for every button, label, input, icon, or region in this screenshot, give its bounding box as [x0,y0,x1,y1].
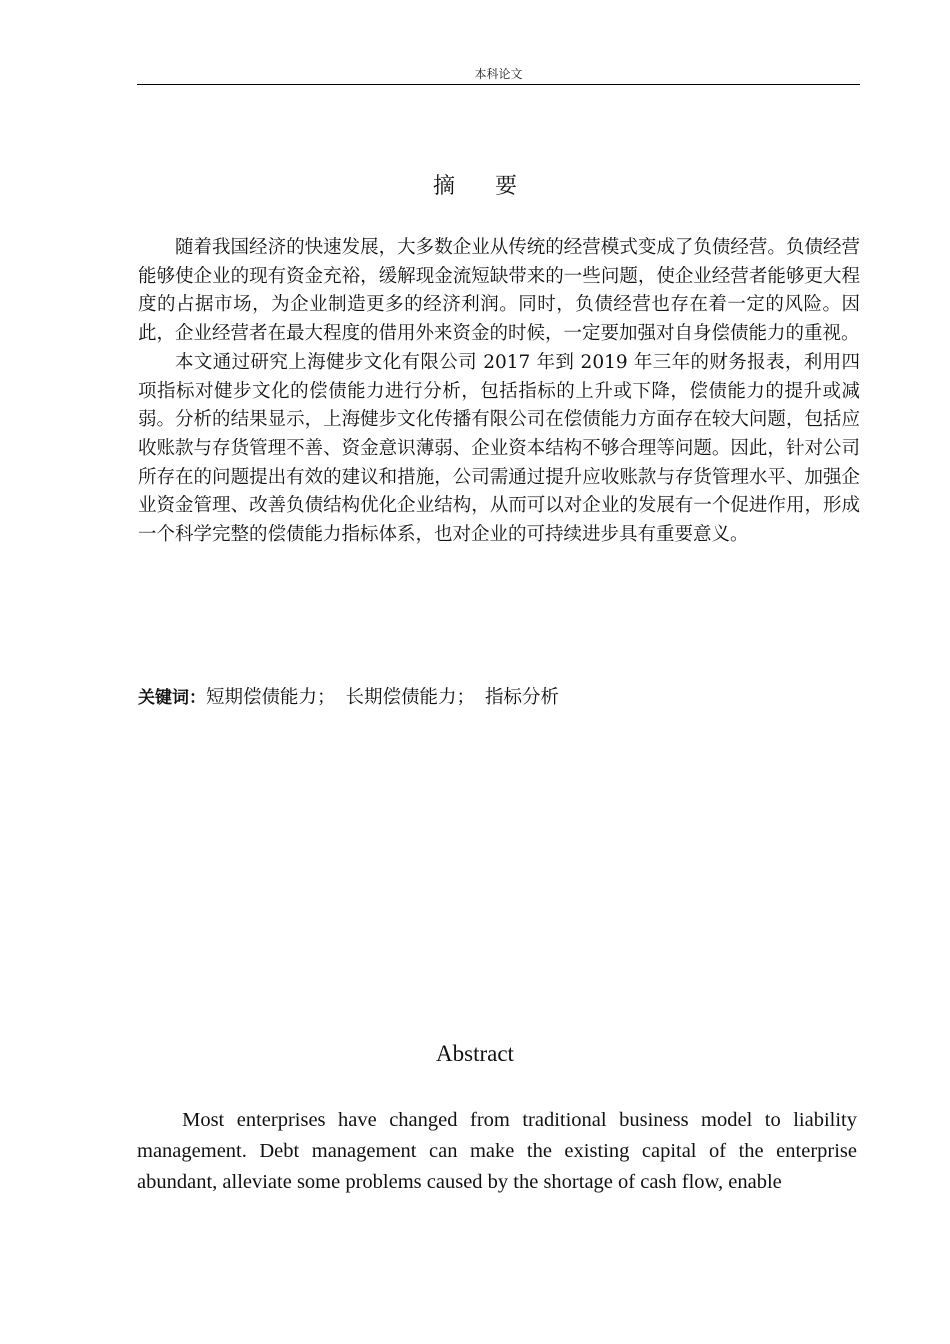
keyword-item: 短期偿债能力； [206,687,336,708]
keyword-item: 指标分析 [485,687,560,708]
running-header [137,64,860,85]
abstract-cn-paragraph: 本文通过研究上海健步文化有限公司 2017 年到 2019 年三年的财务报表，利用四项指标对健步文化的偿债能力进行分析，包括指标的上升或下降，偿债能力的提升或减弱。分析的结果显示，上海健步文化传播有限公司在偿债能力方面存在较大问题，包括应收账款与存货管理不善、资金意识薄弱、企业资本结构不够合理等问题。因此，针对公司所存在的问题提出有效的建议和措施，公司需通过提升应收账款与存货管理水平、加强企业资金管理、改善负债结构优化企业结构，从而可以对企业的发展有一个促进作用，形成一个科学完整的偿债能力指标体系，也对企业的可持续进步具有重要意义。 [138,351,860,546]
keywords-line [138,684,860,712]
abstract-en-title: Abstract [436,1041,514,1066]
abstract-cn-title: 摘要 [432,174,557,199]
keyword-item: 长期偿债能力； [345,687,476,708]
abstract-cn-paragraph: 随着我国经济的快速发展，大多数企业从传统的经营模式变成了负债经营。负债经营能够使企业的现有资金充裕，缓解现金流短缺带来的一些问题，使企业经营者能够更大程度的占据市场，为企业制造更多的经济利润。同时，负债经营也存在着一定的风险。因此，企业经营者在最大程度的借用外来资金的时候，一定要加强对自身偿债能力的重视。 [138,237,860,345]
abstract-cn-body [138,234,860,550]
running-header-title: 本科论文 [474,67,523,81]
abstract-en-paragraph: Most enterprises have changed from traditional business model to liability management. Debt management can make the existing capital of the enterprise abundant, alleviate some problems caused by the shortage of cash flow, enable [137,1109,857,1193]
keywords-label: 关键词： [138,688,206,708]
abstract-en-body [137,1105,857,1198]
